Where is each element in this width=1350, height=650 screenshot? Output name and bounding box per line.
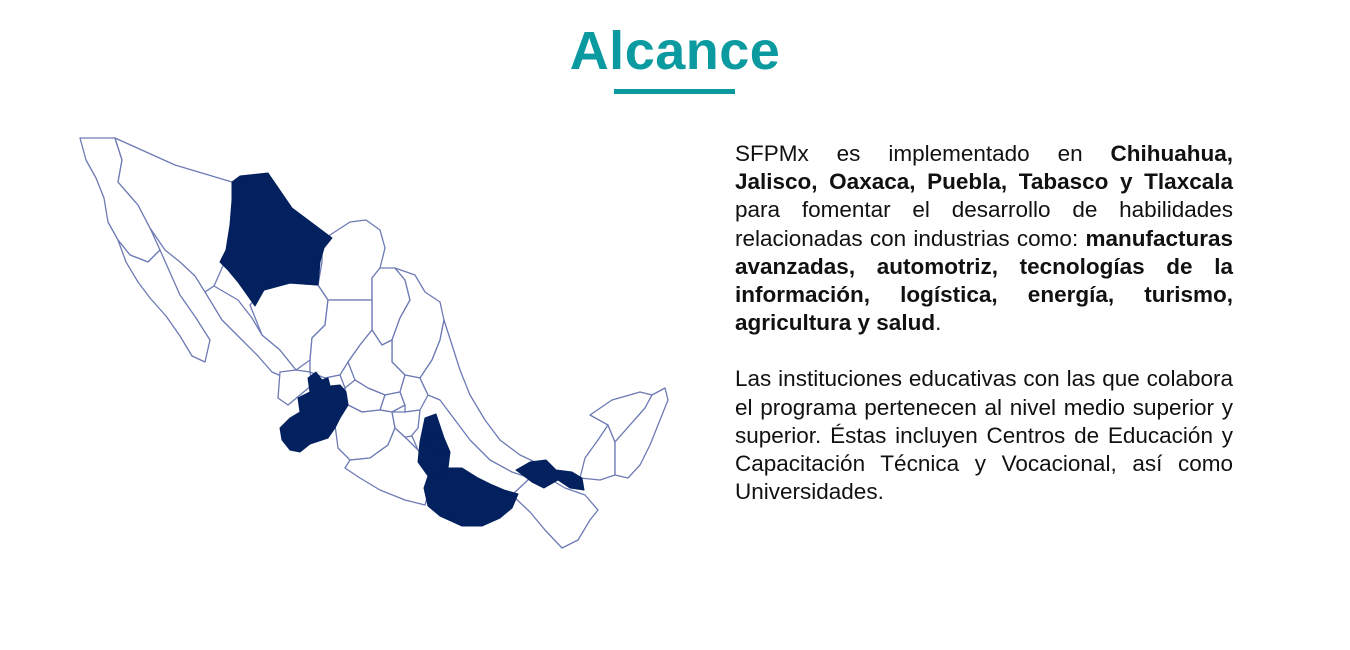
paragraph-intro: SFPMx es implementado en: [735, 141, 1111, 166]
description-text: [735, 140, 1233, 534]
paragraph-end: .: [935, 310, 942, 336]
industries-list: manufacturas avanzadas, automotriz, tecnologías de la información, logística, energía, turismo, agricultura y salud: [735, 225, 1233, 336]
paragraph-scope: [735, 140, 1233, 337]
paragraph-middle: para fomentar el desarrollo de habilidades relacionadas con industrias como:: [735, 197, 1233, 251]
page-title: Alcance: [569, 21, 781, 81]
state-tlaxcala: [430, 438, 442, 450]
paragraph-institutions: Las instituciones educativas con las que colabora el programa pertenecen al nivel medio superior y superior. Éstas incluyen Centros de Educación y Capacitación Técnica y Vocacional, así como Universidades.: [735, 366, 1233, 505]
mexico-map: [70, 130, 680, 560]
states-list: Chihuahua, Jalisco, Oaxaca, Puebla, Tabasco y Tlaxcala: [735, 141, 1233, 195]
state-chiapas: [512, 478, 598, 548]
state-campeche: [580, 425, 615, 480]
title-underline: [614, 89, 735, 94]
